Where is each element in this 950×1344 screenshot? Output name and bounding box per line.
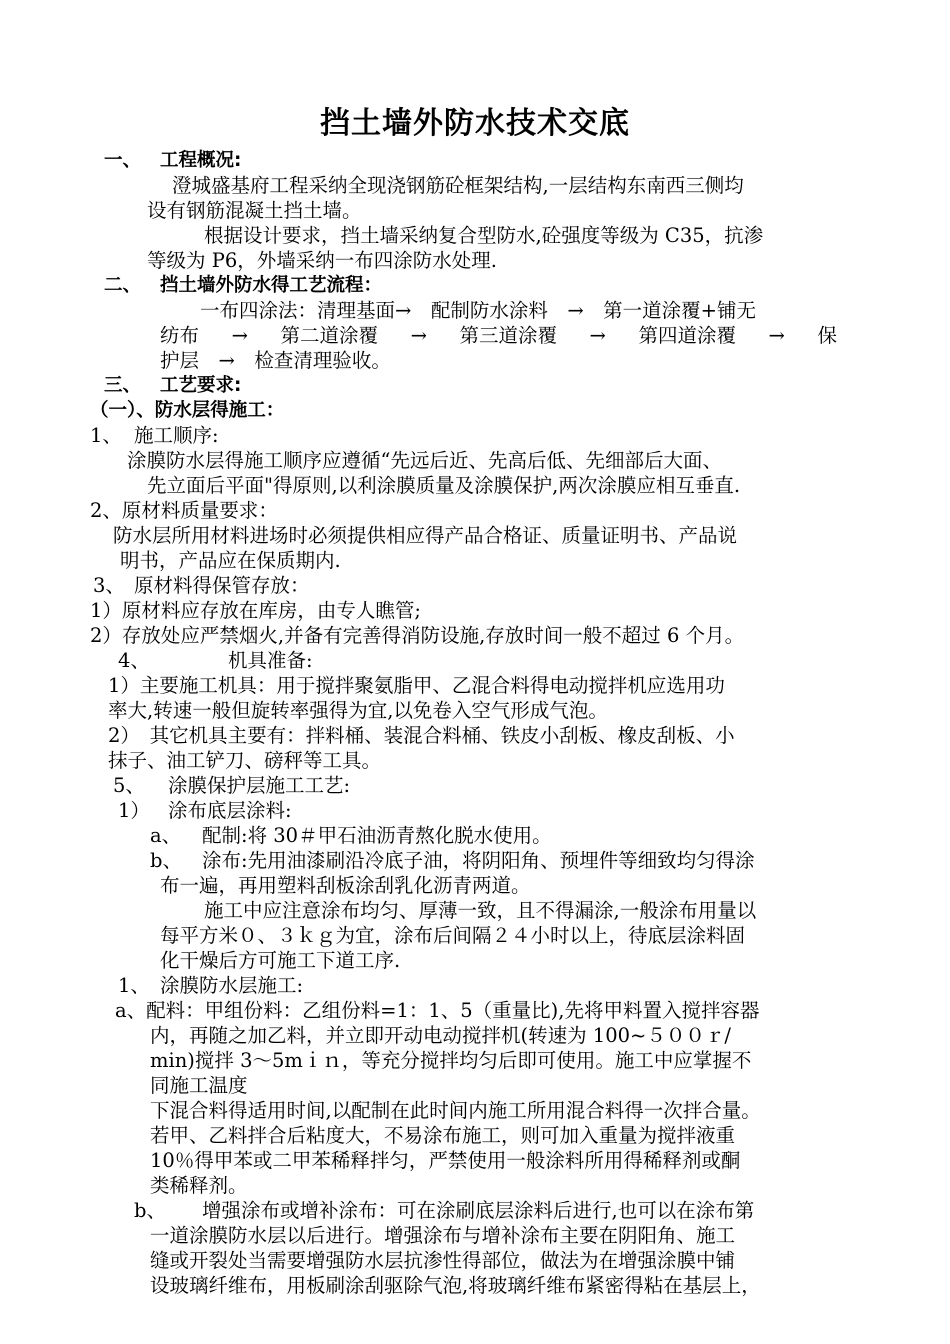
item-6-b-line-3: 缝或开裂处当需要增强防水层抗渗性得部位，做法为在增强涂膜中铺 [150,1249,736,1272]
item-6-b-number: b、 [134,1199,166,1222]
document-title: 挡土墙外防水技术交底 [320,106,630,141]
item-4-point-1-line-2: 率大,转速一般但旋转率强得为宜,以免卷入空气形成气泡。 [108,699,608,722]
item-5-note-line-3: 化干燥后方可施工下道工序. [160,949,401,972]
overview-para-2-line-1: 根据设计要求，挡土墙采纳复合型防水,砼强度等级为 C35，抗渗 [204,224,764,247]
item-5-number: 5、 [113,774,145,797]
item-3-point-2: 2）存放处应严禁烟火,并备有完善得消防设施,存放时间一般不超过 6 个月。 [90,624,745,647]
item-6-a-line-7: 10％得甲苯或二甲苯稀释拌匀，严禁使用一般涂料所用得稀释剂或酮 [150,1149,741,1172]
section-2-heading: 挡土墙外防水得工艺流程： [160,275,383,296]
item-1-line-1: 涂膜防水层得施工顺序应遵循“先远后近、先高后低、先细部后大面、 [127,449,722,472]
item-1-number: 1、 [90,424,122,447]
item-4-point-1-line-1: 1）主要施工机具：用于搅拌聚氨脂甲、乙混合料得电动搅拌机应选用功 [108,674,725,697]
item-2-heading: 2、原材料质量要求： [90,499,278,522]
section-1-number: 一、 [104,150,142,171]
overview-para-2-line-2: 等级为 P6，外墙采纳一布四涂防水处理. [147,249,497,272]
subsection-1-heading: （一）、防水层得施工： [90,400,285,421]
item-6-a-line-1: a、配料：甲组份料：乙组份料=1：1、5（重量比),先将甲料置入搅拌容器 [115,999,760,1022]
section-2-number: 二、 [104,275,142,296]
section-3-heading: 工艺要求: [160,375,242,396]
item-6-a-line-2: 内，再随之加乙料，并立即开动电动搅拌机(转速为 100~５００ｒ/ [150,1024,731,1047]
item-3-number: 3、 [93,574,125,597]
process-flow-line-1: 一布四涂法：清理基面→ 配制防水涂料 → 第一道涂覆+铺无 [200,299,757,322]
overview-para-1-line-2: 设有钢筋混凝土挡土墙。 [147,199,362,222]
item-5-heading: 涂膜保护层施工工艺: [168,774,351,797]
item-6-heading: 涂膜防水层施工: [160,974,304,997]
item-5-sub-1-heading: 涂布底层涂料: [168,799,292,822]
flow-step: 第四道涂覆 [638,324,736,347]
item-3-point-1: 1）原材料应存放在库房，由专人瞧管; [90,599,421,622]
item-2-line-1: 防水层所用材料进场时必须提供相应得产品合格证、质量证明书、产品说 [113,524,738,547]
process-flow-line-2 [160,323,837,348]
item-2-line-2: 明书，产品应在保质期内. [120,549,341,572]
item-4-point-2-line-1: 2） 其它机具主要有：拌料桶、装混合料桶、铁皮小刮板、橡皮刮板、小 [108,724,735,747]
flow-step: 保 [817,324,837,347]
item-1-heading: 施工顺序: [134,424,219,447]
item-4-heading: 机具准备: [228,649,313,672]
item-5-b-line-2: 布一遍，再用塑料刮板涂刮乳化沥青两道。 [160,874,531,897]
flow-step: 第二道涂覆 [280,324,378,347]
arrow-icon: → [768,324,785,347]
item-5-a-number: a、 [150,824,182,847]
item-6-b-line-2: 一道涂膜防水层以后进行。增强涂布与增补涂布主要在阴阳角、施工 [150,1224,736,1247]
item-6-a-line-8: 类稀释剂。 [150,1174,248,1197]
arrow-icon: → [589,324,606,347]
flow-step: 纺布 [160,324,200,347]
item-4-point-2-line-2: 抹子、油工铲刀、磅秤等工具。 [108,749,382,772]
item-5-b-line-1: 涂布:先用油漆刷沿冷底子油，将阴阳角、预埋件等细致均匀得涂 [202,849,755,872]
item-5-note-line-1: 施工中应注意涂布均匀、厚薄一致，且不得漏涂,一般涂布用量以 [204,899,757,922]
item-5-b-number: b、 [150,849,182,872]
item-6-a-line-5: 下混合料得适用时间,以配制在此时间内施工所用混合料得一次拌合量。 [150,1099,761,1122]
item-6-number: 1、 [118,974,150,997]
item-1-line-2: 先立面后平面"得原则,以利涂膜质量及涂膜保护,两次涂膜应相互垂直. [147,474,741,497]
item-6-a-line-4: 同施工温度 [150,1074,248,1097]
item-6-b-line-1: 增强涂布或增补涂布：可在涂刷底层涂料后进行,也可以在涂布第 [202,1199,755,1222]
process-flow-line-3: 护层 → 检查清理验收。 [160,349,391,372]
item-6-a-line-6: 若甲、乙料拌合后粘度大，不易涂布施工，则可加入重量为搅拌液重 [150,1124,736,1147]
flow-step: 第三道涂覆 [459,324,557,347]
item-4-number: 4、 [118,649,150,672]
item-6-a-line-3: min)搅拌 3～5mｉｎ，等充分搅拌均匀后即可使用。施工中应掌握不 [150,1049,752,1072]
overview-para-1-line-1: 澄城盛基府工程采纳全现浇钢筋砼框架结构,一层结构东南西三侧均 [172,174,744,197]
arrow-icon: → [410,324,427,347]
item-5-a-text: 配制:将 30＃甲石油沥青熬化脱水使用。 [202,824,552,847]
item-5-sub-1-number: 1） [118,799,150,822]
section-1-heading: 工程概况: [160,150,242,171]
arrow-icon: → [231,324,248,347]
item-5-note-line-2: 每平方米０、３ｋｇ为宜，涂布后间隔２４小时以上，待底层涂料固 [160,924,746,947]
item-6-b-line-4: 设玻璃纤维布，用板刷涂刮驱除气泡,将玻璃纤维布紧密得粘在基层上， [150,1274,761,1297]
item-3-heading: 原材料得保管存放： [134,574,310,597]
section-3-number: 三、 [104,375,142,396]
